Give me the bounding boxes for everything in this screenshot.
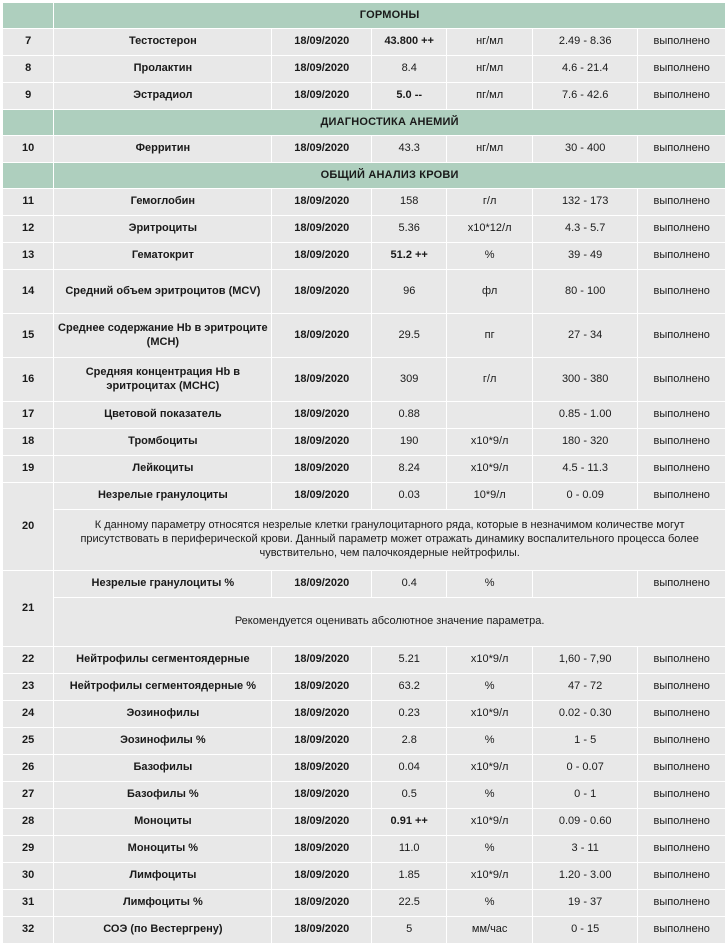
table-row (3, 429, 725, 455)
row-test-name: Цветовой показатель (54, 402, 271, 428)
row-value: 5.21 (372, 647, 446, 673)
row-date: 18/09/2020 (272, 456, 371, 482)
row-number: 23 (3, 674, 53, 700)
row-unit: х10*9/л (447, 701, 531, 727)
row-number: 15 (3, 314, 53, 357)
row-value: 43.3 (372, 136, 446, 162)
row-reference-range: 7.6 - 42.6 (533, 83, 638, 109)
row-unit: % (447, 571, 531, 597)
row-number: 12 (3, 216, 53, 242)
table-row (3, 674, 725, 700)
row-value: 51.2 ++ (372, 243, 446, 269)
row-value: 2.8 (372, 728, 446, 754)
row-reference-range: 0.85 - 1.00 (533, 402, 638, 428)
row-date: 18/09/2020 (272, 402, 371, 428)
row-unit: % (447, 890, 531, 916)
table-row (3, 456, 725, 482)
row-value: 8.4 (372, 56, 446, 82)
row-number: 9 (3, 83, 53, 109)
table-row (3, 863, 725, 889)
row-reference-range: 0 - 1 (533, 782, 638, 808)
row-value: 22.5 (372, 890, 446, 916)
row-value: 0.4 (372, 571, 446, 597)
row-unit: % (447, 243, 531, 269)
status-badge: выполнено (638, 314, 725, 357)
row-number: 29 (3, 836, 53, 862)
section-spacer (3, 163, 53, 188)
section-spacer (3, 3, 53, 28)
row-test-name: Гематокрит (54, 243, 271, 269)
row-value: 5.36 (372, 216, 446, 242)
row-reference-range: 47 - 72 (533, 674, 638, 700)
table-row (3, 402, 725, 428)
row-value: 190 (372, 429, 446, 455)
row-reference-range: 132 - 173 (533, 189, 638, 215)
row-value: 11.0 (372, 836, 446, 862)
table-row (3, 83, 725, 109)
row-reference-range: 4.5 - 11.3 (533, 456, 638, 482)
row-number: 21 (3, 571, 53, 646)
row-test-name: Эстрадиол (54, 83, 271, 109)
row-value: 29.5 (372, 314, 446, 357)
table-row (3, 189, 725, 215)
row-reference-range (533, 571, 638, 597)
table-row (3, 483, 725, 509)
row-test-name: Средняя концентрация Hb в эритроцитах (MCHC) (54, 358, 271, 401)
table-row (3, 836, 725, 862)
row-value: 5.0 -- (372, 83, 446, 109)
row-reference-range: 0.09 - 0.60 (533, 809, 638, 835)
row-test-name: Тромбоциты (54, 429, 271, 455)
table-row (3, 647, 725, 673)
row-value: 158 (372, 189, 446, 215)
table-row (3, 571, 725, 597)
section-spacer (3, 110, 53, 135)
row-test-name: Нейтрофилы сегментоядерные (54, 647, 271, 673)
row-reference-range: 300 - 380 (533, 358, 638, 401)
row-date: 18/09/2020 (272, 647, 371, 673)
row-date: 18/09/2020 (272, 674, 371, 700)
row-reference-range: 180 - 320 (533, 429, 638, 455)
row-test-name: Эозинофилы % (54, 728, 271, 754)
status-badge: выполнено (638, 571, 725, 597)
status-badge: выполнено (638, 270, 725, 313)
status-badge: выполнено (638, 189, 725, 215)
row-test-name: Базофилы (54, 755, 271, 781)
row-value: 0.91 ++ (372, 809, 446, 835)
table-row (3, 755, 725, 781)
row-reference-range: 1,60 - 7,90 (533, 647, 638, 673)
row-reference-range: 39 - 49 (533, 243, 638, 269)
row-date: 18/09/2020 (272, 483, 371, 509)
table-row (3, 136, 725, 162)
row-test-name: Средний объем эритроцитов (MCV) (54, 270, 271, 313)
row-number: 7 (3, 29, 53, 55)
status-badge: выполнено (638, 674, 725, 700)
row-test-name: Лейкоциты (54, 456, 271, 482)
row-number: 20 (3, 483, 53, 570)
section-title-anemia: ДИАГНОСТИКА АНЕМИЙ (54, 110, 725, 135)
row-test-name: СОЭ (по Вестергрену) (54, 917, 271, 943)
row-reference-range: 19 - 37 (533, 890, 638, 916)
status-badge: выполнено (638, 836, 725, 862)
row-number: 30 (3, 863, 53, 889)
section-header-cbc (3, 163, 725, 188)
table-row (3, 29, 725, 55)
status-badge: выполнено (638, 216, 725, 242)
row-date: 18/09/2020 (272, 809, 371, 835)
row-note: К данному параметру относятся незрелые клетки гранулоцитарного ряда, которые в незначимом количестве могут присутствовать в периферической крови. Данный параметр может отражать динамику воспалительного процесса более чувствительно, чем палочкоядерные нейтрофилы. (54, 510, 725, 570)
status-badge: выполнено (638, 56, 725, 82)
row-reference-range: 27 - 34 (533, 314, 638, 357)
row-test-name: Эозинофилы (54, 701, 271, 727)
row-unit: г/л (447, 358, 531, 401)
section-title-hormones: ГОРМОНЫ (54, 3, 725, 28)
row-date: 18/09/2020 (272, 917, 371, 943)
status-badge: выполнено (638, 456, 725, 482)
row-test-name: Моноциты % (54, 836, 271, 862)
row-date: 18/09/2020 (272, 701, 371, 727)
status-badge: выполнено (638, 136, 725, 162)
row-unit: х10*9/л (447, 647, 531, 673)
row-unit: х10*9/л (447, 809, 531, 835)
row-date: 18/09/2020 (272, 755, 371, 781)
row-date: 18/09/2020 (272, 782, 371, 808)
row-unit: пг (447, 314, 531, 357)
status-badge: выполнено (638, 917, 725, 943)
table-row (3, 216, 725, 242)
row-value: 43.800 ++ (372, 29, 446, 55)
status-badge: выполнено (638, 782, 725, 808)
row-value: 8.24 (372, 456, 446, 482)
row-unit: % (447, 782, 531, 808)
row-date: 18/09/2020 (272, 314, 371, 357)
row-test-name: Базофилы % (54, 782, 271, 808)
status-badge: выполнено (638, 483, 725, 509)
row-reference-range: 0 - 0.09 (533, 483, 638, 509)
row-unit: х10*9/л (447, 863, 531, 889)
row-reference-range: 1.20 - 3.00 (533, 863, 638, 889)
row-value: 63.2 (372, 674, 446, 700)
row-reference-range: 80 - 100 (533, 270, 638, 313)
row-unit: нг/мл (447, 136, 531, 162)
table-row (3, 358, 725, 401)
row-value: 0.04 (372, 755, 446, 781)
row-unit: х10*9/л (447, 429, 531, 455)
row-value: 96 (372, 270, 446, 313)
status-badge: выполнено (638, 402, 725, 428)
row-date: 18/09/2020 (272, 863, 371, 889)
table-row (3, 782, 725, 808)
row-test-name: Незрелые гранулоциты (54, 483, 271, 509)
row-test-name: Лимфоциты (54, 863, 271, 889)
row-date: 18/09/2020 (272, 56, 371, 82)
row-unit: % (447, 674, 531, 700)
row-number: 28 (3, 809, 53, 835)
row-date: 18/09/2020 (272, 270, 371, 313)
row-test-name: Незрелые гранулоциты % (54, 571, 271, 597)
row-date: 18/09/2020 (272, 429, 371, 455)
table-row (3, 314, 725, 357)
status-badge: выполнено (638, 243, 725, 269)
row-date: 18/09/2020 (272, 29, 371, 55)
row-reference-range: 4.3 - 5.7 (533, 216, 638, 242)
table-row (3, 56, 725, 82)
row-number: 13 (3, 243, 53, 269)
row-value: 0.03 (372, 483, 446, 509)
row-reference-range: 0.02 - 0.30 (533, 701, 638, 727)
row-date: 18/09/2020 (272, 83, 371, 109)
row-date: 18/09/2020 (272, 571, 371, 597)
row-number: 27 (3, 782, 53, 808)
row-number: 25 (3, 728, 53, 754)
row-number: 17 (3, 402, 53, 428)
row-number: 32 (3, 917, 53, 943)
row-unit: пг/мл (447, 83, 531, 109)
row-unit: нг/мл (447, 29, 531, 55)
row-test-name: Эритроциты (54, 216, 271, 242)
row-test-name: Моноциты (54, 809, 271, 835)
status-badge: выполнено (638, 863, 725, 889)
row-reference-range: 0 - 15 (533, 917, 638, 943)
row-unit: % (447, 728, 531, 754)
row-unit: мм/час (447, 917, 531, 943)
row-reference-range: 0 - 0.07 (533, 755, 638, 781)
row-test-name: Тестостерон (54, 29, 271, 55)
row-value: 0.23 (372, 701, 446, 727)
row-number: 11 (3, 189, 53, 215)
row-date: 18/09/2020 (272, 216, 371, 242)
row-reference-range: 3 - 11 (533, 836, 638, 862)
status-badge: выполнено (638, 755, 725, 781)
table-note-row (3, 598, 725, 646)
row-value: 1.85 (372, 863, 446, 889)
status-badge: выполнено (638, 647, 725, 673)
row-number: 24 (3, 701, 53, 727)
row-unit: х10*12/л (447, 216, 531, 242)
row-test-name: Нейтрофилы сегментоядерные % (54, 674, 271, 700)
row-unit: 10*9/л (447, 483, 531, 509)
status-badge: выполнено (638, 429, 725, 455)
table-row (3, 809, 725, 835)
row-date: 18/09/2020 (272, 836, 371, 862)
row-number: 14 (3, 270, 53, 313)
row-unit: х10*9/л (447, 456, 531, 482)
table-row (3, 890, 725, 916)
row-reference-range: 30 - 400 (533, 136, 638, 162)
row-value: 0.5 (372, 782, 446, 808)
row-unit: нг/мл (447, 56, 531, 82)
row-number: 18 (3, 429, 53, 455)
row-number: 26 (3, 755, 53, 781)
status-badge: выполнено (638, 728, 725, 754)
status-badge: выполнено (638, 83, 725, 109)
row-value: 5 (372, 917, 446, 943)
sheet-footer (2, 944, 726, 952)
table-note-row (3, 510, 725, 570)
row-number: 31 (3, 890, 53, 916)
row-unit (447, 402, 531, 428)
row-date: 18/09/2020 (272, 728, 371, 754)
status-badge: выполнено (638, 358, 725, 401)
table-row (3, 728, 725, 754)
status-badge: выполнено (638, 890, 725, 916)
row-number: 19 (3, 456, 53, 482)
row-date: 18/09/2020 (272, 136, 371, 162)
row-test-name: Пролактин (54, 56, 271, 82)
row-number: 8 (3, 56, 53, 82)
row-test-name: Лимфоциты % (54, 890, 271, 916)
row-test-name: Гемоглобин (54, 189, 271, 215)
row-reference-range: 1 - 5 (533, 728, 638, 754)
table-row (3, 917, 725, 943)
row-unit: фл (447, 270, 531, 313)
section-title-cbc: ОБЩИЙ АНАЛИЗ КРОВИ (54, 163, 725, 188)
row-note: Рекомендуется оценивать абсолютное значение параметра. (54, 598, 725, 646)
row-test-name: Ферритин (54, 136, 271, 162)
row-value: 309 (372, 358, 446, 401)
row-number: 10 (3, 136, 53, 162)
row-number: 22 (3, 647, 53, 673)
status-badge: выполнено (638, 809, 725, 835)
row-unit: г/л (447, 189, 531, 215)
row-number: 16 (3, 358, 53, 401)
row-unit: х10*9/л (447, 755, 531, 781)
section-header-hormones (3, 3, 725, 28)
section-header-anemia (3, 110, 725, 135)
row-date: 18/09/2020 (272, 243, 371, 269)
lab-results-table (2, 2, 726, 944)
row-test-name: Среднее содержание Hb в эритроците (MCH) (54, 314, 271, 357)
status-badge: выполнено (638, 701, 725, 727)
row-date: 18/09/2020 (272, 358, 371, 401)
row-date: 18/09/2020 (272, 189, 371, 215)
row-unit: % (447, 836, 531, 862)
table-row (3, 270, 725, 313)
row-date: 18/09/2020 (272, 890, 371, 916)
table-row (3, 243, 725, 269)
row-reference-range: 4.6 - 21.4 (533, 56, 638, 82)
status-badge: выполнено (638, 29, 725, 55)
row-reference-range: 2.49 - 8.36 (533, 29, 638, 55)
table-row (3, 701, 725, 727)
row-value: 0.88 (372, 402, 446, 428)
